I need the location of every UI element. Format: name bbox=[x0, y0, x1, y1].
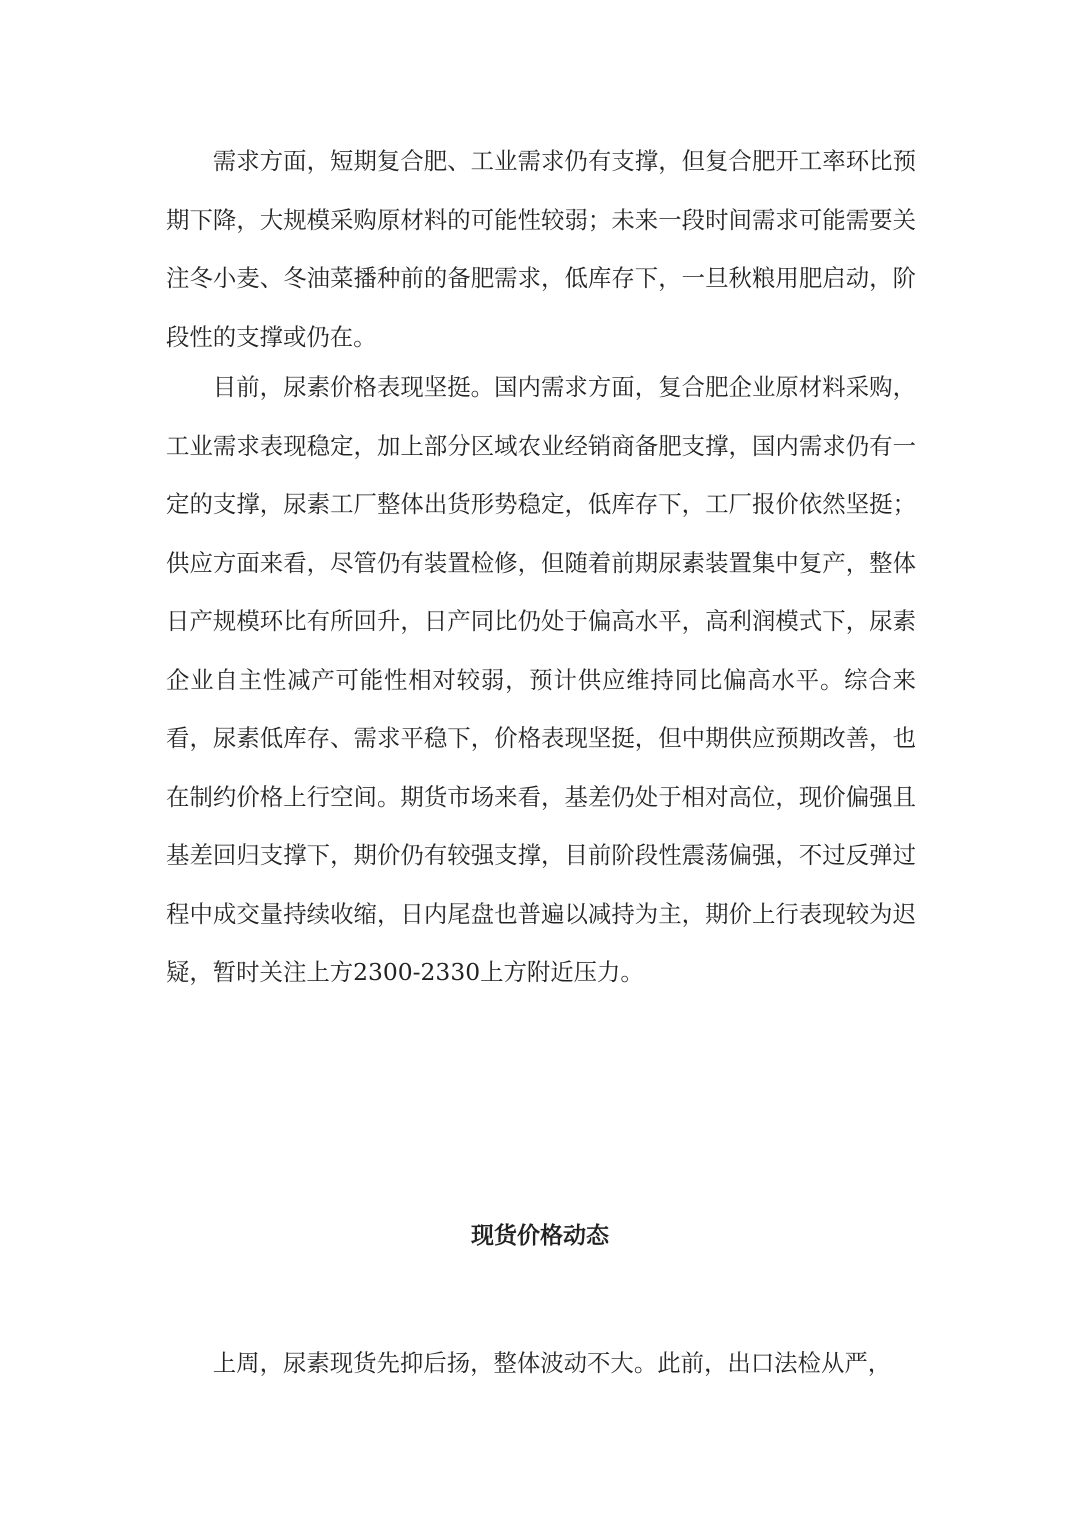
paragraph-spot-price: 上周，尿素现货先抑后扬，整体波动不大。此前，出口法检从严， bbox=[212, 1349, 892, 1377]
paragraph-market-analysis: 目前，尿素价格表现坚挺。国内需求方面，复合肥企业原材料采购，工业需求表现稳定，加上部分区域农业经销商备肥支撑，国内需求仍有一定的支撑，尿素工厂整体出货形势稳定，低库存下，工厂报价依然坚挺；供应方面来看，尽管仍有装置检修，但随着前期尿素装置集中复产，整体日产规模环比有所回升，日产同比仍处于偏高水平，高利润模式下，尿素企业自主性减产可能性相对较弱，预计供应维持同比偏高水平。综合来看，尿素低库存、需求平稳下，价格表现坚挺，但中期供应预期改善，也在制约价格上行空间。期货市场来看，基差仍处于相对高位，现价偏强且基差回归支撑下，期价仍有较强支撑，目前阶段性震荡偏强，不过反弹过程中成交量持续收缩，日内尾盘也普遍以减持为主，期价上行表现较为迟疑，暂时关注上方2300-2330上方附近压力。 bbox=[166, 373, 916, 986]
paragraph-demand-outlook: 需求方面，短期复合肥、工业需求仍有支撑，但复合肥开工率环比预期下降，大规模采购原材料的可能性较弱；未来一段时间需求可能需要关注冬小麦、冬油菜播种前的备肥需求，低库存下，一旦秋粮用肥启动，阶段性的支撑或仍在。 bbox=[166, 147, 916, 351]
section-heading-spot-price: 现货价格动态 bbox=[471, 1222, 609, 1249]
